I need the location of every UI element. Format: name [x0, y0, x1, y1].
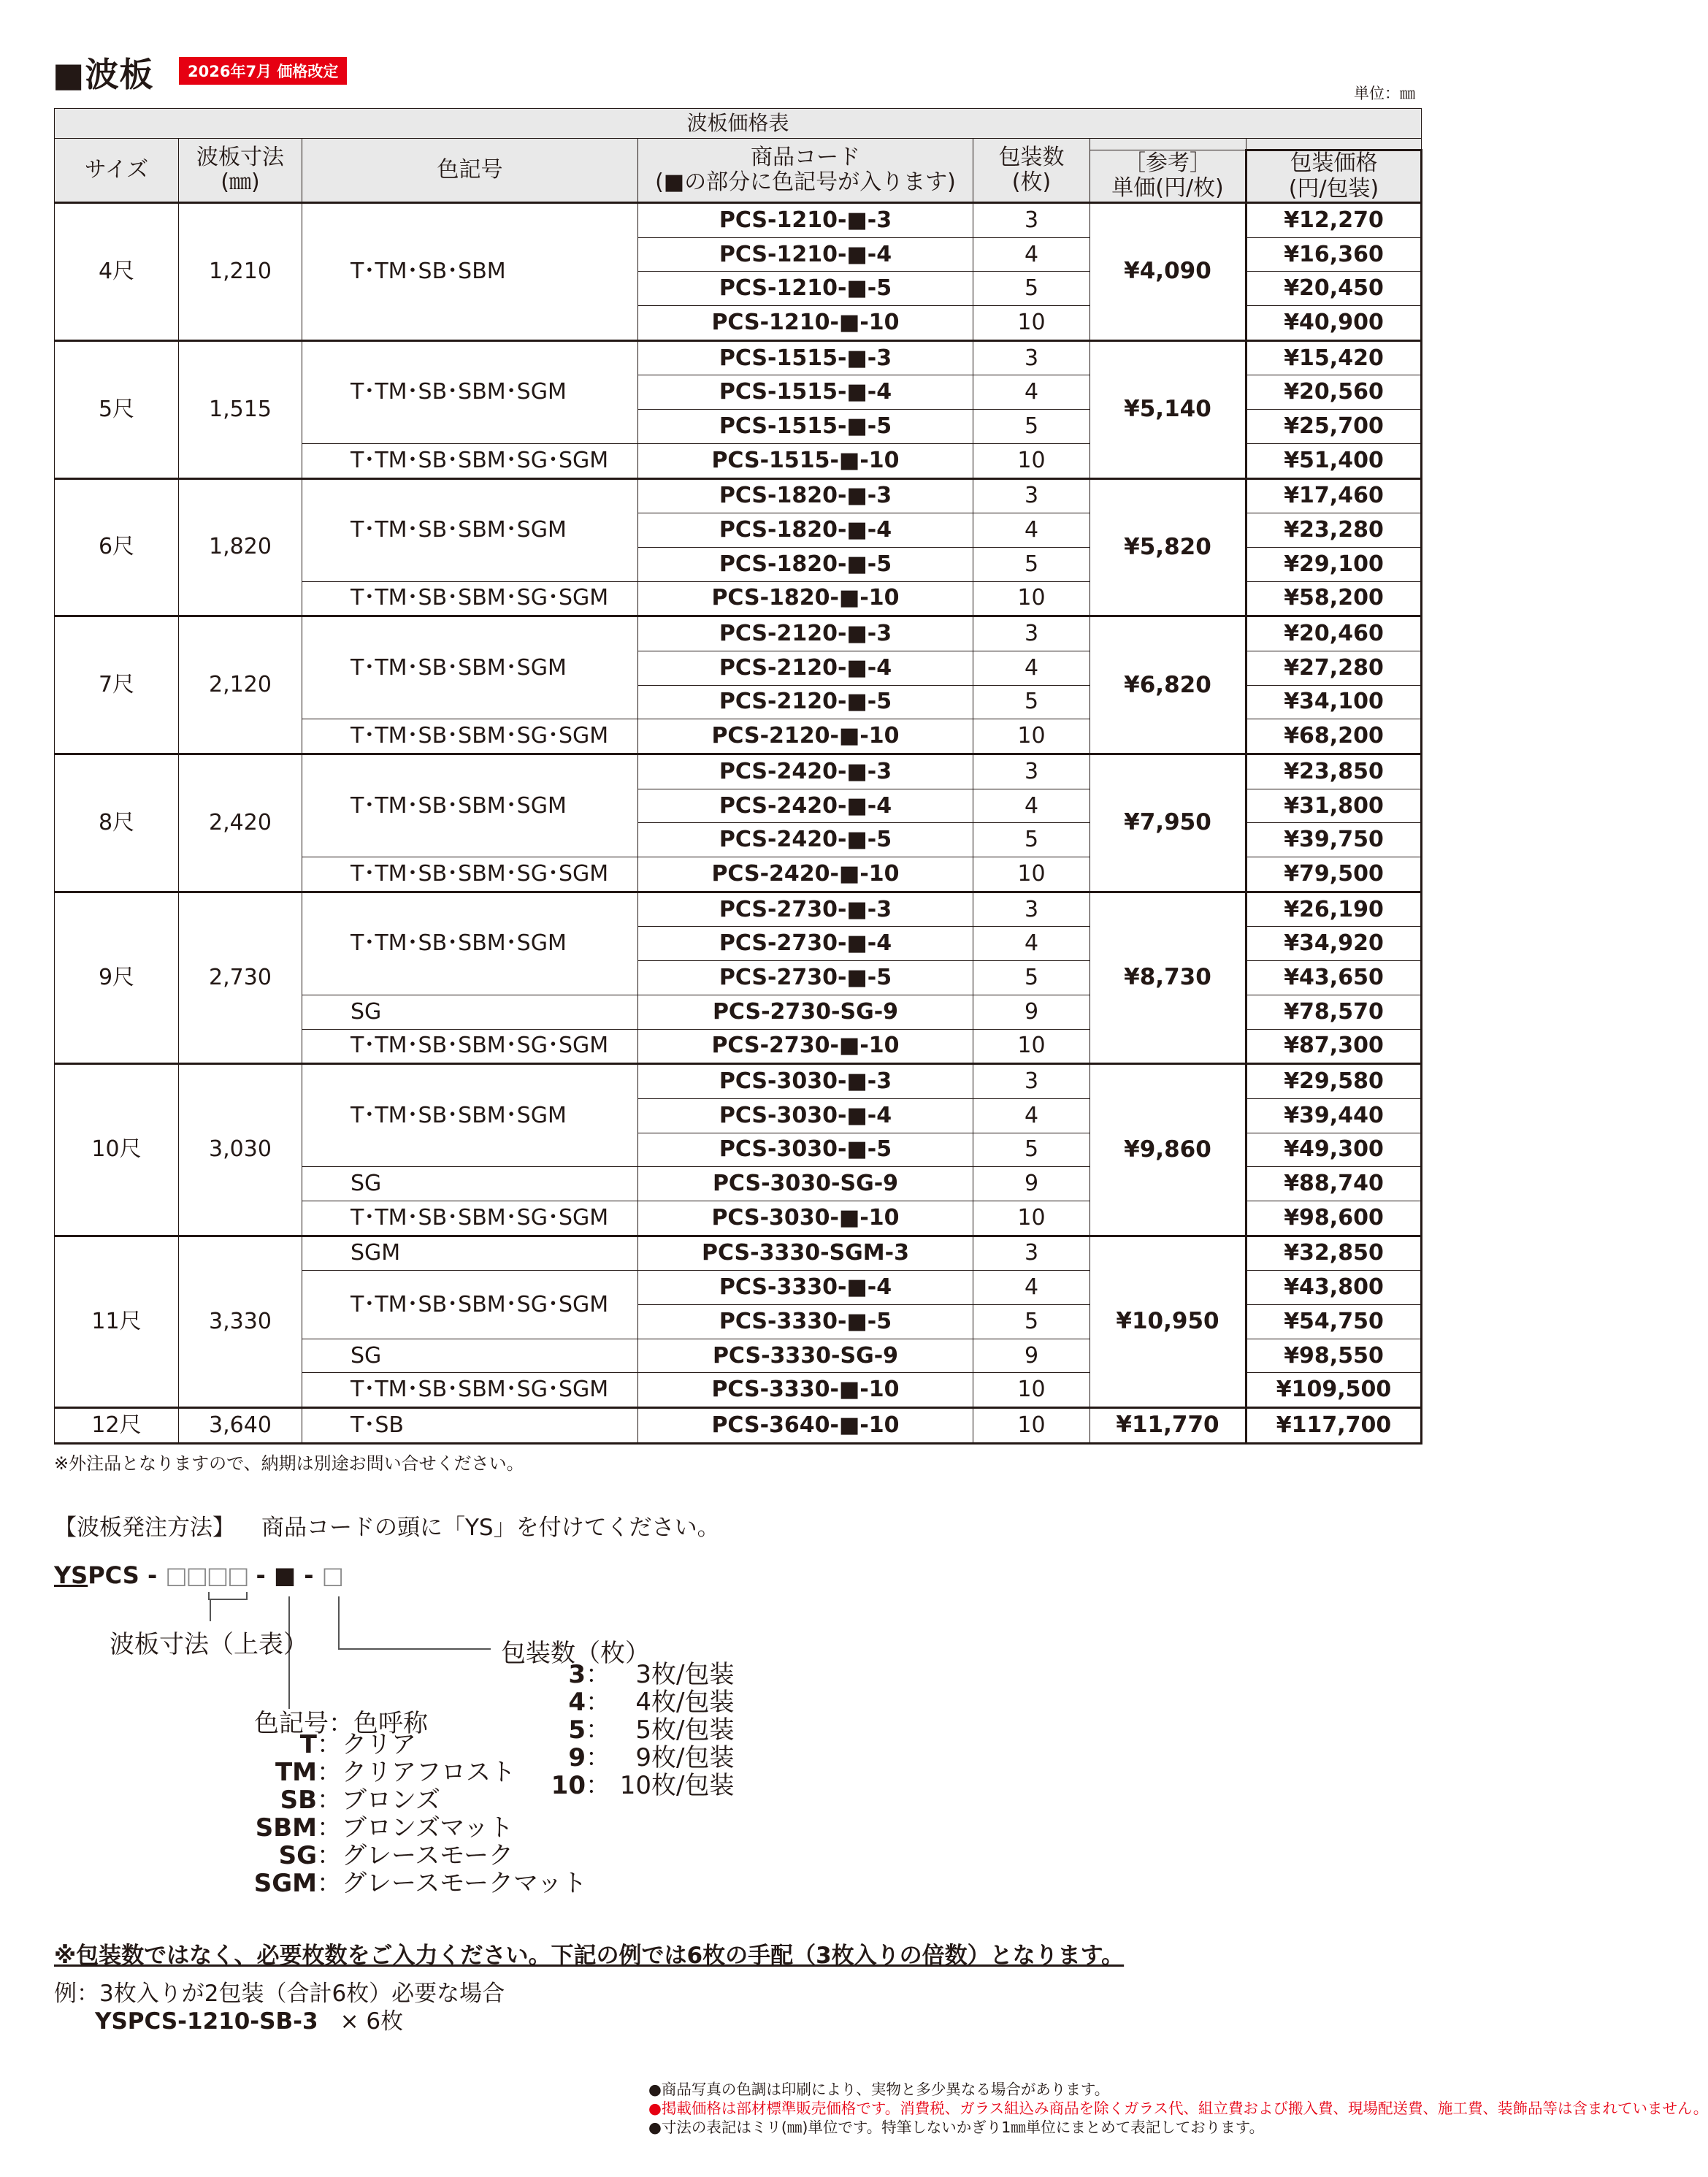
dim-label: 波板寸法（上表）	[110, 1630, 308, 1659]
pack-price-cell: ¥88,740	[1246, 1167, 1422, 1201]
pack-list-item	[549, 1661, 734, 1688]
unit-price-cell: ¥11,770	[1090, 1408, 1246, 1444]
product-code-cell: PCS-3640-■-10	[638, 1408, 973, 1444]
pack-qty-cell: 4	[973, 651, 1090, 685]
separator: ：	[317, 1730, 342, 1759]
color-name: グレースモーク	[342, 1841, 513, 1870]
pack-qty-cell: 5	[973, 547, 1090, 581]
page-title: ■波板	[53, 55, 154, 94]
color-list	[191, 1731, 587, 1897]
footnote: ●商品写真の色調は印刷により、実物と多少異なる場合があります。	[648, 2081, 1110, 2098]
col-size: サイズ	[55, 139, 179, 203]
color-name: クリア	[342, 1730, 416, 1759]
pack-price-cell: ¥87,300	[1246, 1029, 1422, 1064]
color-key: T	[299, 1730, 317, 1759]
code-prefix-ys: YS	[54, 1561, 88, 1589]
color-code-cell: T･TM･SB･SBM･SGM	[302, 1064, 638, 1167]
dimension-cell: 3,030	[179, 1064, 302, 1236]
color-code-cell: T･TM･SB･SBM･SG･SGM	[302, 719, 638, 754]
product-code-cell: PCS-1210-■-3	[638, 203, 973, 238]
product-code-cell: PCS-2120-■-10	[638, 719, 973, 754]
pack-price-cell: ¥20,560	[1246, 375, 1422, 410]
pack-price-cell: ¥16,360	[1246, 237, 1422, 272]
color-code-cell: T･TM･SB･SBM･SG･SGM	[302, 1373, 638, 1408]
pack-price-cell: ¥23,280	[1246, 513, 1422, 548]
product-code-cell: PCS-2420-■-3	[638, 754, 973, 789]
pack-price-cell: ¥54,750	[1246, 1305, 1422, 1339]
pack-qty-cell: 5	[973, 685, 1090, 719]
separator: ：	[317, 1758, 342, 1787]
product-code-cell: PCS-2420-■-4	[638, 789, 973, 823]
color-code-cell: T･TM･SB･SBM･SG･SGM	[302, 1029, 638, 1064]
color-label: 色記号：色呼称	[254, 1709, 428, 1738]
product-code-cell: PCS-2730-■-4	[638, 927, 973, 961]
pack-price-cell: ¥39,440	[1246, 1098, 1422, 1133]
color-key: TM	[275, 1758, 317, 1787]
pack-price-cell: ¥58,200	[1246, 581, 1422, 616]
product-code-cell: PCS-1515-■-4	[638, 375, 973, 410]
product-code-cell: PCS-2730-■-5	[638, 961, 973, 995]
pack-price-cell: ¥109,500	[1246, 1373, 1422, 1408]
product-code-cell: PCS-3330-■-5	[638, 1305, 973, 1339]
pack-list-item	[549, 1772, 734, 1799]
pack-qty-cell: 9	[973, 1339, 1090, 1373]
pack-price-cell: ¥34,100	[1246, 685, 1422, 719]
pack-price-cell: ¥49,300	[1246, 1133, 1422, 1167]
pack-qty-cell: 9	[973, 995, 1090, 1029]
product-code-cell: PCS-2120-■-4	[638, 651, 973, 685]
color-code-cell: T･TM･SB･SBM･SGM	[302, 754, 638, 857]
product-code-cell: PCS-3330-SGM-3	[638, 1236, 973, 1271]
pack-val: 4	[635, 1688, 651, 1717]
product-code-cell: PCS-1210-■-4	[638, 237, 973, 272]
color-list-item	[191, 1759, 587, 1786]
product-code-cell: PCS-1820-■-3	[638, 478, 973, 513]
color-name: グレースモークマット	[342, 1869, 587, 1898]
color-name: ブロンズマット	[342, 1813, 513, 1843]
pack-price-cell: ¥43,650	[1246, 961, 1422, 995]
pack-price-cell: ¥12,270	[1246, 203, 1422, 238]
code-sep: -	[304, 1561, 314, 1589]
separator: ：	[317, 1813, 342, 1843]
pack-price-cell: ¥25,700	[1246, 410, 1422, 444]
pack-price-cell: ¥23,850	[1246, 754, 1422, 789]
product-code-cell: PCS-2420-■-10	[638, 857, 973, 892]
color-code-cell: T･TM･SB･SBM･SG･SGM	[302, 1271, 638, 1339]
example-code-value: YSPCS-1210-SB-3	[95, 2008, 318, 2035]
pack-qty-cell: 3	[973, 203, 1090, 238]
pack-unit: 枚/包装	[651, 1688, 735, 1717]
pack-qty-cell: 3	[973, 340, 1090, 375]
pack-val: 5	[635, 1715, 651, 1745]
pack-qty-cell: 3	[973, 616, 1090, 651]
color-code-cell: SG	[302, 1167, 638, 1201]
col-product-code: 商品コード (■の部分に色記号が入ります)	[638, 139, 973, 203]
product-code-cell: PCS-3030-■-3	[638, 1064, 973, 1099]
color-code-cell: T･TM･SB･SBM･SG･SGM	[302, 443, 638, 478]
color-list-item	[191, 1786, 587, 1814]
color-code-cell: T･TM･SB･SBM	[302, 203, 638, 341]
product-code-cell: PCS-3030-■-10	[638, 1201, 973, 1236]
pack-price-cell: ¥27,280	[1246, 651, 1422, 685]
color-list-item	[191, 1842, 587, 1870]
pack-val: 9	[635, 1743, 651, 1772]
product-code-cell: PCS-1515-■-10	[638, 443, 973, 478]
pack-qty-cell: 5	[973, 961, 1090, 995]
separator: ：	[586, 1660, 610, 1689]
pack-key: 3	[568, 1660, 586, 1689]
color-key: SGM	[253, 1869, 317, 1898]
pack-price-cell: ¥20,460	[1246, 616, 1422, 651]
product-code-cell: PCS-1820-■-5	[638, 547, 973, 581]
pack-label: 包装数（枚）	[501, 1639, 650, 1668]
size-cell: 5尺	[55, 340, 179, 478]
pack-list	[549, 1661, 734, 1799]
product-code-cell: PCS-2730-SG-9	[638, 995, 973, 1029]
color-code-cell: T･TM･SB･SBM･SG･SGM	[302, 1201, 638, 1236]
pack-price-cell: ¥29,580	[1246, 1064, 1422, 1099]
footnote: ●掲載価格は部材標準販売価格です。消費税、ガラス組込み商品を除くガラス代、組立費および搬入費、現場配送費、施工費、装飾品等は含まれていません。	[648, 2100, 1708, 2117]
product-code-cell: PCS-2120-■-5	[638, 685, 973, 719]
pack-price-cell: ¥79,500	[1246, 857, 1422, 892]
col-unit-price: ［参考］ 単価(円/枚)	[1090, 150, 1246, 203]
unit-price-cell: ¥9,860	[1090, 1064, 1246, 1236]
order-method-label: 【波板発注方法】	[54, 1515, 235, 1541]
unit-note: 単位：㎜	[1354, 85, 1415, 102]
pack-unit: 枚/包装	[651, 1771, 735, 1800]
pack-price-cell: ¥17,460	[1246, 478, 1422, 513]
pack-key: 5	[568, 1715, 586, 1745]
color-list-item	[191, 1870, 587, 1897]
pack-qty-cell: 5	[973, 1133, 1090, 1167]
pack-price-cell: ¥98,550	[1246, 1339, 1422, 1373]
pack-qty-cell: 10	[973, 857, 1090, 892]
product-code-cell: PCS-1820-■-10	[638, 581, 973, 616]
separator: ：	[586, 1715, 610, 1745]
dimension-cell: 2,420	[179, 754, 302, 892]
pack-key: 4	[568, 1688, 586, 1717]
pack-qty-cell: 4	[973, 375, 1090, 410]
separator: ：	[317, 1841, 342, 1870]
pack-key: 9	[568, 1743, 586, 1772]
unit-price-cell: ¥7,950	[1090, 754, 1246, 892]
pack-price-cell: ¥39,750	[1246, 823, 1422, 857]
pack-qty-cell: 4	[973, 513, 1090, 548]
color-code-cell: T･TM･SB･SBM･SGM	[302, 478, 638, 581]
pack-qty-cell: 3	[973, 892, 1090, 927]
code-sep: -	[256, 1561, 266, 1589]
pack-price-cell: ¥31,800	[1246, 789, 1422, 823]
pack-qty-cell: 10	[973, 306, 1090, 341]
product-code-cell: PCS-2420-■-5	[638, 823, 973, 857]
table-caption: 波板価格表	[55, 109, 1422, 139]
col-pack-price: 包装価格 (円/包装)	[1246, 150, 1422, 203]
pack-qty-cell: 5	[973, 272, 1090, 306]
color-list-item	[191, 1814, 587, 1842]
footnote: ●寸法の表記はミリ(㎜)単位です。特筆しないかぎり1㎜単位にまとめて表記しております。	[648, 2119, 1265, 2136]
separator: ：	[317, 1786, 342, 1815]
product-code-cell: PCS-3330-■-4	[638, 1271, 973, 1305]
pack-val: 3	[635, 1660, 651, 1689]
col-color-code: 色記号	[302, 139, 638, 203]
product-code-cell: PCS-2730-■-3	[638, 892, 973, 927]
pack-price-cell: ¥43,800	[1246, 1271, 1422, 1305]
size-cell: 4尺	[55, 203, 179, 341]
pack-qty-cell: 10	[973, 719, 1090, 754]
dim-placeholder: □□□□	[165, 1561, 248, 1589]
color-name: ブロンズ	[342, 1786, 440, 1815]
pack-list-item	[549, 1744, 734, 1772]
pack-price-cell: ¥78,570	[1246, 995, 1422, 1029]
separator: ：	[586, 1771, 610, 1800]
pack-qty-cell: 4	[973, 1271, 1090, 1305]
pack-list-item	[549, 1688, 734, 1716]
unit-price-cell: ¥8,730	[1090, 892, 1246, 1063]
pack-price-cell: ¥20,450	[1246, 272, 1422, 306]
unit-price-cell: ¥5,140	[1090, 340, 1246, 478]
color-code-cell: T･TM･SB･SBM･SG･SGM	[302, 581, 638, 616]
dimension-cell: 1,515	[179, 340, 302, 478]
dimension-cell: 1,210	[179, 203, 302, 341]
pack-unit: 枚/包装	[651, 1715, 735, 1745]
pack-price-cell: ¥15,420	[1246, 340, 1422, 375]
separator: ：	[317, 1869, 342, 1898]
color-code-cell: SGM	[302, 1236, 638, 1271]
pack-qty-cell: 4	[973, 237, 1090, 272]
pack-qty-cell: 10	[973, 1408, 1090, 1444]
separator: ：	[586, 1688, 610, 1717]
pack-instruction: ※包装数ではなく、必要枚数をご入力ください。下記の例では6枚の手配（3枚入りの倍数）となります。	[54, 1943, 1125, 1969]
pack-price-cell: ¥32,850	[1246, 1236, 1422, 1271]
code-prefix-rest: PCS -	[88, 1561, 158, 1589]
color-name: クリアフロスト	[342, 1758, 516, 1787]
size-cell: 12尺	[55, 1408, 179, 1444]
example-title: 例：3枚入りが2包装（合計6枚）必要な場合	[54, 1981, 505, 2007]
pack-qty-cell: 5	[973, 410, 1090, 444]
dimension-cell: 2,730	[179, 892, 302, 1063]
unit-price-cell: ¥5,820	[1090, 478, 1246, 616]
col-pack-qty: 包装数 (枚)	[973, 139, 1090, 203]
pack-qty-cell: 5	[973, 823, 1090, 857]
pack-qty-cell: 10	[973, 1029, 1090, 1064]
pack-qty-cell: 5	[973, 1305, 1090, 1339]
pack-unit: 枚/包装	[651, 1743, 735, 1772]
size-cell: 8尺	[55, 754, 179, 892]
price-revision-badge: 2026年7月 価格改定	[179, 57, 347, 85]
color-placeholder: ■	[273, 1561, 296, 1589]
unit-price-cell: ¥10,950	[1090, 1236, 1246, 1407]
dimension-cell: 1,820	[179, 478, 302, 616]
pack-price-cell: ¥29,100	[1246, 547, 1422, 581]
pack-qty-cell: 4	[973, 1098, 1090, 1133]
size-cell: 6尺	[55, 478, 179, 616]
dimension-cell: 3,330	[179, 1236, 302, 1407]
pack-qty-cell: 3	[973, 1064, 1090, 1099]
size-cell: 7尺	[55, 616, 179, 754]
color-list-item	[191, 1731, 587, 1759]
qty-placeholder: □	[321, 1561, 342, 1589]
product-code-cell: PCS-1515-■-3	[638, 340, 973, 375]
import-note: ※外注品となりますので、納期は別途お問い合せください。	[54, 1453, 524, 1474]
size-cell: 10尺	[55, 1064, 179, 1236]
product-code-cell: PCS-3330-SG-9	[638, 1339, 973, 1373]
unit-price-cell: ¥4,090	[1090, 203, 1246, 341]
pack-price-cell: ¥40,900	[1246, 306, 1422, 341]
color-key: SG	[278, 1841, 317, 1870]
color-key: SB	[280, 1786, 317, 1815]
dimension-cell: 3,640	[179, 1408, 302, 1444]
color-code-cell: SG	[302, 1339, 638, 1373]
pack-key: 10	[551, 1771, 586, 1800]
footnotes	[648, 2080, 1708, 2137]
pack-qty-cell: 4	[973, 789, 1090, 823]
product-code-cell: PCS-1515-■-5	[638, 410, 973, 444]
color-code-cell: T･TM･SB･SBM･SG･SGM	[302, 857, 638, 892]
product-code-cell: PCS-3030-■-5	[638, 1133, 973, 1167]
col-dimension: 波板寸法 (㎜)	[179, 139, 302, 203]
size-cell: 9尺	[55, 892, 179, 1063]
color-key: SBM	[255, 1813, 317, 1843]
color-code-cell: T･TM･SB･SBM･SGM	[302, 616, 638, 719]
example-qty: × 6枚	[340, 2008, 404, 2035]
pack-price-cell: ¥117,700	[1246, 1408, 1422, 1444]
unit-price-cell: ¥6,820	[1090, 616, 1246, 754]
pack-qty-cell: 10	[973, 1201, 1090, 1236]
separator: ：	[586, 1743, 610, 1772]
product-code-cell: PCS-3030-■-4	[638, 1098, 973, 1133]
order-method-text: 商品コードの頭に「YS」を付けてください。	[261, 1515, 720, 1541]
pack-qty-cell: 10	[973, 443, 1090, 478]
pack-val: 10	[619, 1771, 651, 1800]
pack-unit: 枚/包装	[651, 1660, 735, 1689]
color-code-cell: SG	[302, 995, 638, 1029]
color-code-cell: T･TM･SB･SBM･SGM	[302, 340, 638, 443]
pack-qty-cell: 9	[973, 1167, 1090, 1201]
product-code-cell: PCS-2730-■-10	[638, 1029, 973, 1064]
pack-qty-cell: 3	[973, 1236, 1090, 1271]
pack-price-cell: ¥26,190	[1246, 892, 1422, 927]
pack-qty-cell: 3	[973, 754, 1090, 789]
pack-list-item	[549, 1716, 734, 1744]
dimension-cell: 2,120	[179, 616, 302, 754]
color-code-cell: T･TM･SB･SBM･SGM	[302, 892, 638, 995]
pack-qty-cell: 10	[973, 581, 1090, 616]
pack-price-cell: ¥34,920	[1246, 927, 1422, 961]
pack-price-cell: ¥98,600	[1246, 1201, 1422, 1236]
product-code-cell: PCS-1820-■-4	[638, 513, 973, 548]
color-code-cell: T･SB	[302, 1408, 638, 1444]
product-code-cell: PCS-3330-■-10	[638, 1373, 973, 1408]
pack-price-cell: ¥68,200	[1246, 719, 1422, 754]
product-code-cell: PCS-2120-■-3	[638, 616, 973, 651]
product-code-cell: PCS-3030-SG-9	[638, 1167, 973, 1201]
product-code-cell: PCS-1210-■-5	[638, 272, 973, 306]
product-code-cell: PCS-1210-■-10	[638, 306, 973, 341]
pack-qty-cell: 3	[973, 478, 1090, 513]
pack-qty-cell: 10	[973, 1373, 1090, 1408]
example-code	[95, 2002, 403, 2035]
pack-qty-cell: 4	[973, 927, 1090, 961]
size-cell: 11尺	[55, 1236, 179, 1407]
pack-price-cell: ¥51,400	[1246, 443, 1422, 478]
